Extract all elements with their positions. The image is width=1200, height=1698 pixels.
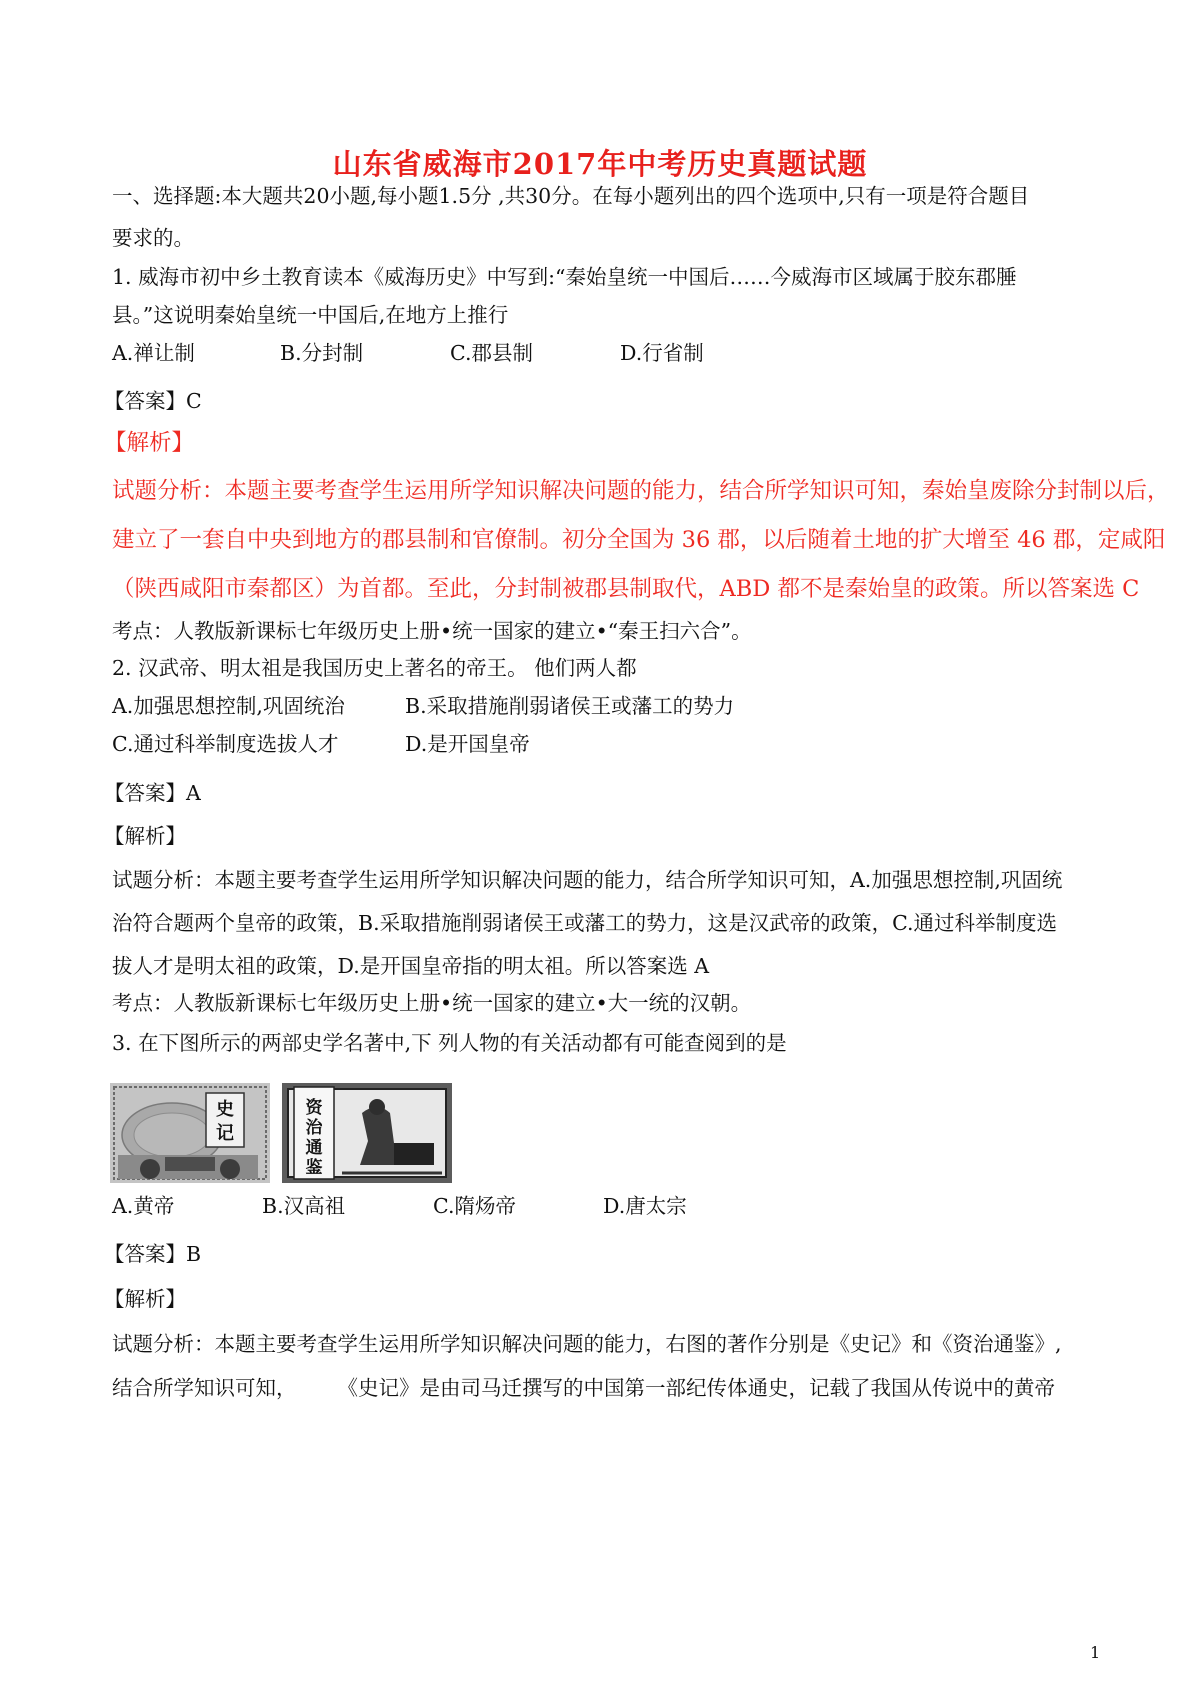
q2-stem: 2. 汉武帝、明太祖是我国历史上著名的帝王。 他们两人都	[112, 656, 637, 680]
q3-analysis-heading: 【解析】	[104, 1287, 186, 1311]
q1-option-a: A.禅让制	[112, 341, 195, 365]
q1-option-d: D.行省制	[620, 341, 704, 365]
q1-option-c: C.郡县制	[450, 341, 533, 365]
shiji-title-char-2: 记	[216, 1123, 234, 1144]
zizhi-title-char-2: 治	[305, 1118, 323, 1138]
q3-option-a: A.黄帝	[112, 1194, 175, 1218]
q2-option-a: A.加强思想控制,巩固统治	[112, 694, 345, 718]
q2-analysis-heading: 【解析】	[104, 824, 186, 848]
q3-analysis-line-2: 结合所学知识可知， 《史记》是由司马迁撰写的中国第一部纪传体通史，记载了我国从传说中的黄帝	[112, 1376, 1055, 1400]
shiji-title-char-1: 史	[216, 1099, 234, 1120]
q2-analysis-line-1: 试题分析：本题主要考查学生运用所学知识解决问题的能力，结合所学知识可知，A.加强思想控制,巩固统	[112, 868, 1063, 892]
section-intro-line-1: 一、选择题:本大题共20小题,每小题1.5分 ,共30分。在每小题列出的四个选项中,只有一项是符合题目	[112, 184, 1030, 208]
q2-analysis-line-3: 拔人才是明太祖的政策，D.是开国皇帝指的明太祖。所以答案选 A	[112, 954, 710, 978]
zizhi-title-char-3: 通	[305, 1138, 323, 1158]
q3-option-d: D.唐太宗	[603, 1194, 687, 1218]
zizhi-title-char-4: 鉴	[305, 1158, 323, 1178]
document-title: 山东省威海市2017年中考历史真题试题	[332, 147, 868, 181]
q2-option-c: C.通过科举制度选拔人才	[112, 732, 339, 756]
q3-analysis-line-1: 试题分析：本题主要考查学生运用所学知识解决问题的能力，右图的著作分别是《史记》和《资治通鉴》,	[112, 1332, 1062, 1356]
q1-option-b: B.分封制	[280, 341, 364, 365]
q1-answer: 【答案】C	[104, 389, 202, 413]
q1-analysis-line-1: 试题分析：本题主要考查学生运用所学知识解决问题的能力，结合所学知识可知，秦始皇废除分封制以后，	[112, 478, 1170, 504]
q3-option-c: C.隋炀帝	[433, 1194, 516, 1218]
q3-option-b: B.汉高祖	[262, 1194, 346, 1218]
q3-stem: 3. 在下图所示的两部史学名著中,下 列人物的有关活动都有可能查阅到的是	[112, 1031, 787, 1055]
q1-analysis-heading: 【解析】	[104, 430, 195, 456]
q1-stem-line-1: 1. 威海市初中乡土教育读本《威海历史》中写到:“秦始皇统一中国后……今威海市区域属于胶东郡腄	[112, 265, 1017, 289]
q3-answer: 【答案】B	[104, 1242, 202, 1266]
q1-stem-line-2: 县。”这说明秦始皇统一中国后,在地方上推行	[112, 303, 509, 327]
page-number: 1	[1090, 1643, 1101, 1662]
section-intro-line-2: 要求的。	[112, 226, 194, 250]
zizhi-tongjian-book-cover-image	[282, 1083, 452, 1183]
q1-kaodian: 考点：人教版新课标七年级历史上册•统一国家的建立•“秦王扫六合”。	[112, 619, 752, 643]
q2-analysis-line-2: 治符合题两个皇帝的政策，B.采取措施削弱诸侯王或藩工的势力，这是汉武帝的政策，C.通过科举制度选	[112, 911, 1058, 935]
shiji-book-cover-image	[110, 1083, 270, 1183]
q2-kaodian: 考点：人教版新课标七年级历史上册•统一国家的建立•大一统的汉朝。	[112, 991, 752, 1015]
q2-option-d: D.是开国皇帝	[405, 732, 530, 756]
q1-analysis-line-2: 建立了一套自中央到地方的郡县制和官僚制。初分全国为 36 郡，以后随着土地的扩大增至 46 郡，定咸阳	[112, 527, 1166, 553]
zizhi-title-char-1: 资	[305, 1098, 323, 1118]
q2-option-b: B.采取措施削弱诸侯王或藩工的势力	[405, 694, 735, 718]
q1-analysis-line-3: （陕西咸阳市秦都区）为首都。至此，分封制被郡县制取代，ABD 都不是秦始皇的政策。所以答案选 C	[112, 576, 1140, 602]
q2-answer: 【答案】A	[104, 781, 201, 805]
history-books-figure	[110, 1083, 452, 1183]
